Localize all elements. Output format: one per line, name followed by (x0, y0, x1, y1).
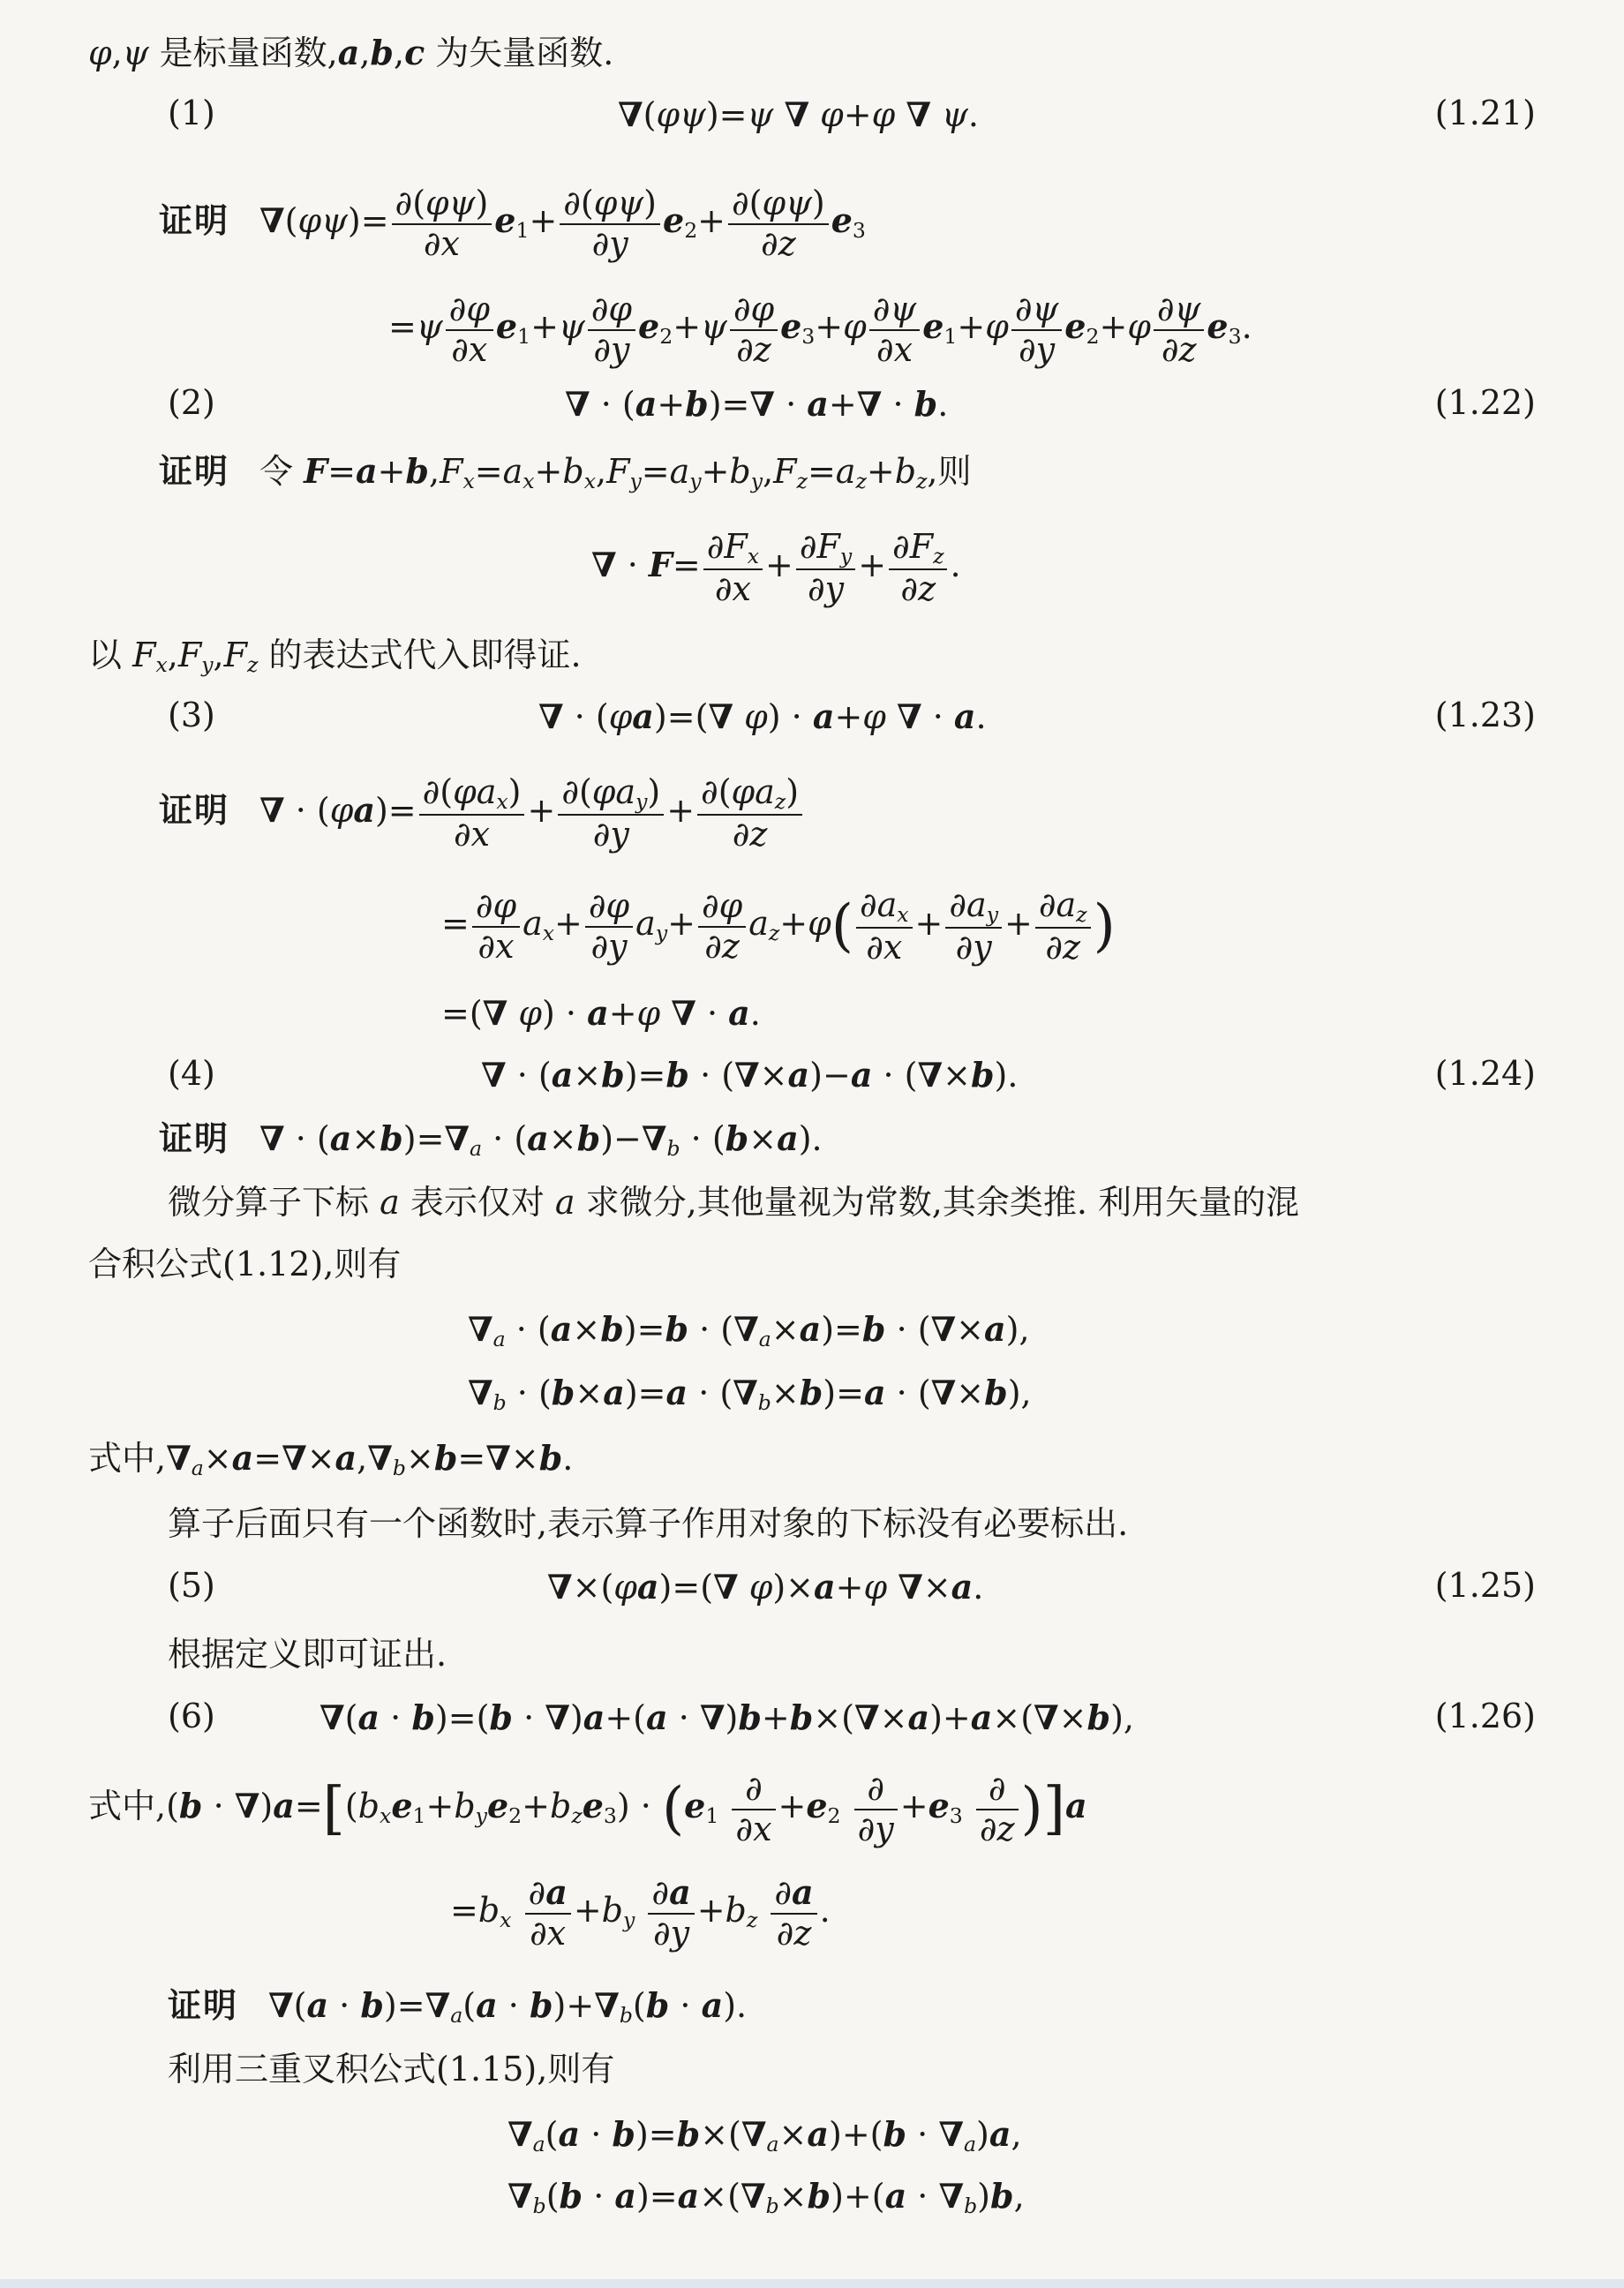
equation-1-23: ∇ · (φa)=(∇ φ) · a+φ ∇ · a. (538, 696, 987, 736)
equation-1-24: ∇ · (a×b)=b · (∇×a)−a · (∇×b). (481, 1055, 1019, 1095)
proof-label: 证明 (168, 1986, 239, 2025)
proof-5-text: 根据定义即可证出. (168, 1635, 447, 1674)
paragraph-mixed-product: 合积公式(1.12),则有 (88, 1245, 402, 1283)
item-number-3: (3) (168, 696, 215, 734)
proof-3-line-2: = $\frac{\partial\varphi}{\partial x}$ $a_x+$ $\frac{\partial\varphi}{\partial y}$ $a_y+$ $\frac{\partial\varphi}{\partial z}$ $a_z+\varphi$( $\frac{\partial a_x}{\partial x}$ + $\frac{\partial a_y}{\partial y}$ + $\frac{\partial a_z}{\partial z}$ ) (441, 884, 1116, 967)
proof-3-line-3: =(∇ φ) · a+φ ∇ · a. (441, 993, 761, 1033)
where-line-4: 式中$,\nabla_a\times a=\nabla\times a,\nabla_b\times b=\nabla\times b$. (88, 1438, 574, 1480)
proof-3-line-1: 证明 ∇ · (φa)= $\partial(\varphi a_x)$ ∂x + $\partial(\varphi a_y)$ ∂y + $\partial(\varphi a_z)$ ∂z (159, 757, 1536, 863)
eq-number-1-23: (1.23) (1434, 696, 1536, 734)
item-number-5: (5) (168, 1566, 215, 1605)
proof-4-line-3: $\nabla_b \cdot (b\times a)=a \cdot (\nabla_b\times b)=a \cdot (\nabla\times b)$, (468, 1373, 1032, 1415)
proof-1-line-2: =ψ $\frac{\partial\varphi}{\partial x}$ $e_1+\psi$ $\frac{\partial\varphi}{\partial y}$ $e_2+\psi$ $\frac{\partial\varphi}{\partial z}$ $e_3+\varphi$ $\frac{\partial\psi}{\partial x}$ $e_1+\varphi$ $\frac{\partial\psi}{\partial y}$ $e_2+\varphi$ $\frac{\partial\psi}{\partial z}$ $e_3$. (388, 289, 1252, 369)
scan-bottom-edge (0, 2279, 1624, 2288)
item-number-4: (4) (168, 1054, 215, 1093)
proof-2-line-1: 证明 令 $F=a+b,F_x=a_x+b_x,F_y=a_y+b_y,F_z=a_z+b_z$,则 (159, 451, 972, 493)
paragraph-operator-note: 算子后面只有一个函数时,表示算子作用对象的下标没有必要标出. (168, 1504, 1129, 1543)
intro-line: φ,ψ 是标量函数,a,b,c 为矢量函数. (88, 33, 614, 72)
eq-number-1-22: (1.22) (1434, 383, 1536, 422)
substitution-line: 以 $F_x,F_y,F_z$ 的表达式代入即得证. (88, 636, 582, 677)
where-line-6: 式中$,(b \cdot \nabla)a=[(b_xe_1+b_ye_2+b_ze_3) \cdot (e_1$ ∂ ∂x $+e_2$ ∂ ∂y $+e_3$ ∂ ∂z )]a (88, 1768, 1087, 1848)
item-number-6: (6) (168, 1697, 215, 1735)
paragraph-triple-product: 利用三重叉积公式(1.15),则有 (168, 2050, 615, 2089)
equation-1-21: ∇(φψ)=ψ ∇ φ+φ ∇ ψ. (618, 94, 979, 134)
where-line-6b: $=b_x$ $\frac{\partial a}{\partial x}$ $+b_y$ $\frac{\partial a}{\partial y}$ $+b_z$ $\frac{\partial a}{\partial z}$ . (450, 1872, 831, 1953)
proof-4-line-2: $\nabla_a \cdot (a\times b)=b \cdot (\nabla_a\times a)=b \cdot (\nabla\times a)$, (468, 1309, 1030, 1351)
equation-1-25: ∇×(φa)=(∇ φ)×a+φ ∇×a. (547, 1567, 984, 1607)
paragraph-subscript-meaning: 微分算子下标 a 表示仅对 a 求微分,其他量视为常数,其余类推. 利用矢量的混 (168, 1183, 1299, 1222)
proof-label: 证明 (159, 791, 230, 830)
item-number-1: (1) (168, 94, 215, 132)
proof-6-line-1: 证明 $\nabla(a \cdot b)=\nabla_a(a \cdot b)+\nabla_b(b \cdot a)$. (168, 1985, 748, 2028)
eq-number-1-25: (1.25) (1434, 1566, 1536, 1605)
equation-1-22: ∇ · (a+b)=∇ · a+∇ · b. (565, 384, 949, 424)
proof-label: 证明 (159, 201, 230, 240)
proof-6-line-3: $\nabla_b(b \cdot a)=a\times(\nabla_b\times b)+(a \cdot \nabla_b)b$, (508, 2176, 1025, 2218)
equation-1-26: ∇(a · b)=(b · ∇)a+(a · ∇)b+b×(∇×a)+a×(∇×b), (320, 1697, 1134, 1737)
proof-label: 证明 (159, 452, 230, 491)
proof-label: 证明 (159, 1119, 230, 1158)
item-number-2: (2) (168, 383, 215, 422)
proof-2-line-2: ∇ · F= $\frac{\partial F_x}{\partial x}$ + $\frac{\partial F_y}{\partial y}$ + $\frac{\partial F_z}{\partial z}$ . (591, 526, 961, 608)
proof-1-line-1: 证明 ∇(φψ)= $\frac{\partial(\varphi\psi)}{\partial x}$ $e_1+$ $\frac{\partial(\varphi\psi)}{\partial y}$ $e_2+$ $\frac{\partial(\varphi\psi)}{\partial z}$ $e_3$ (159, 183, 866, 263)
eq-number-1-21: (1.21) (1434, 94, 1536, 132)
proof-4-line-1: 证明 ∇ · $(a\times b)=\nabla_a \cdot (a\times b)-\nabla_b \cdot (b\times a)$. (159, 1118, 823, 1161)
eq-number-1-24: (1.24) (1434, 1054, 1536, 1093)
eq-number-1-26: (1.26) (1434, 1697, 1536, 1735)
proof-6-line-2: $\nabla_a(a \cdot b)=b\times(\nabla_a\times a)+(b \cdot \nabla_a)a$, (508, 2114, 1022, 2156)
